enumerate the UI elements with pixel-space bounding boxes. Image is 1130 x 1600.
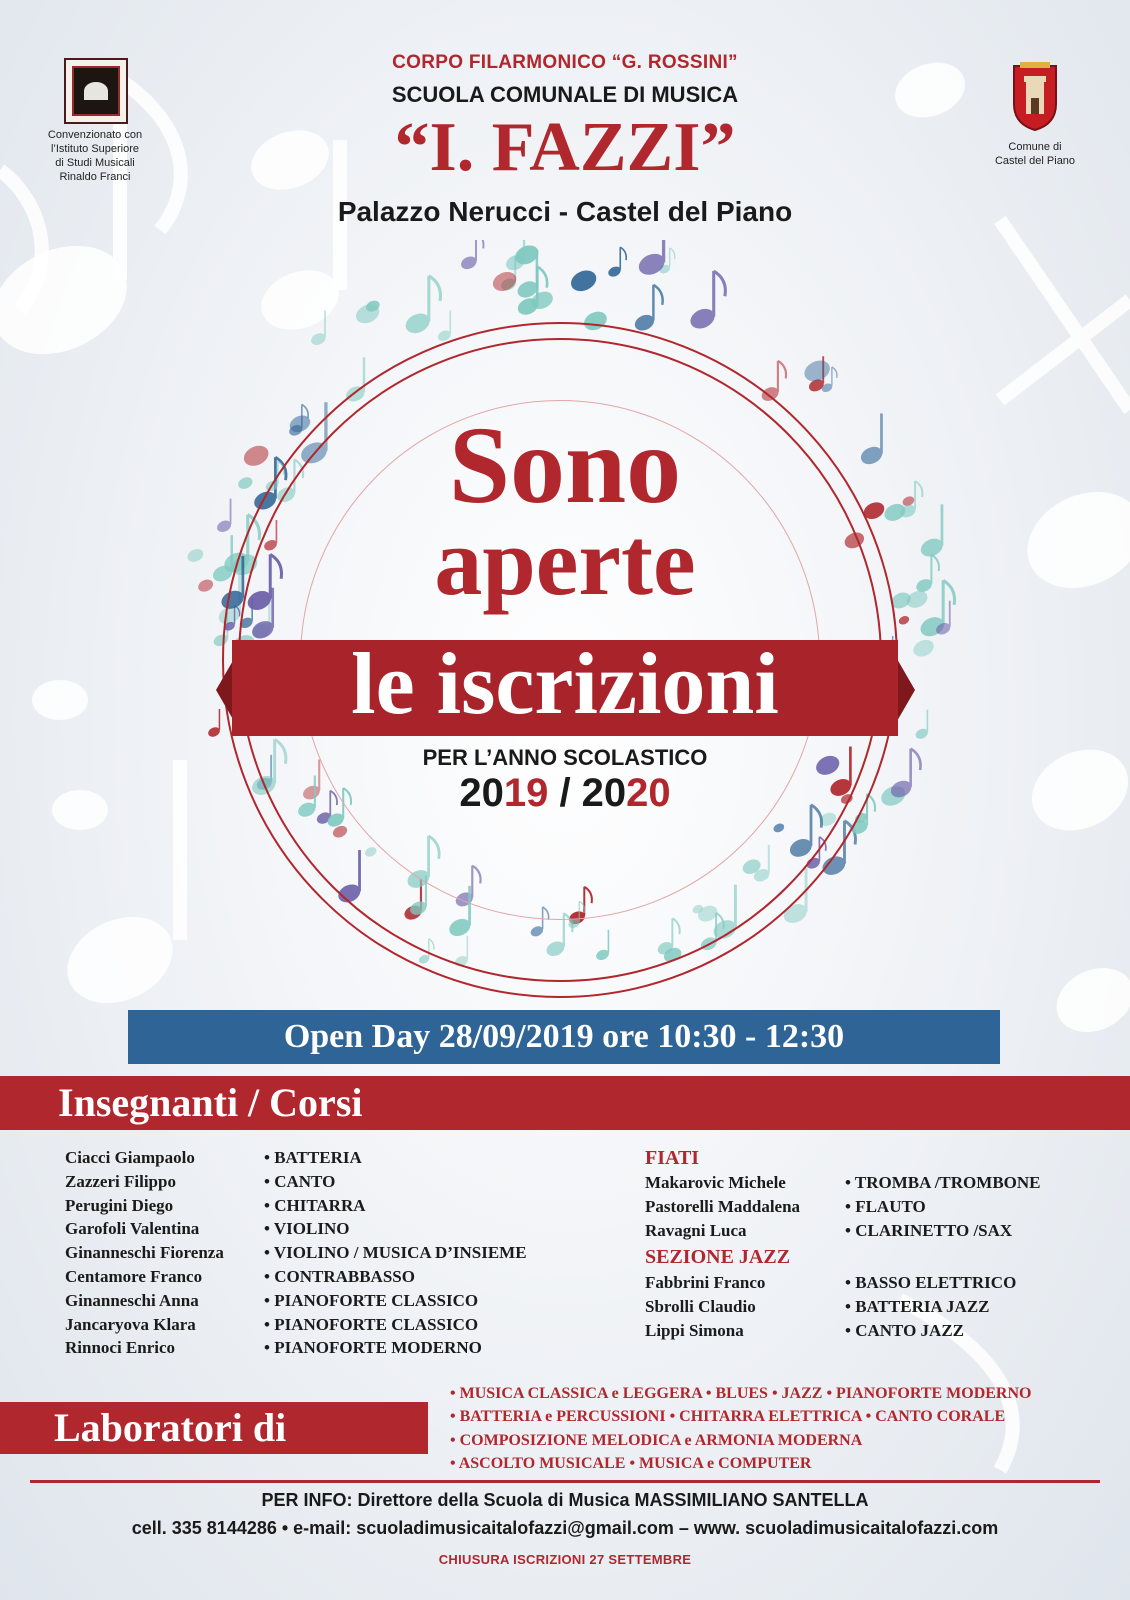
teacher-name: Sbrolli Claudio [645,1296,756,1316]
lab-line: • COMPOSIZIONE MELODICA e ARMONIA MODERNA [450,1431,863,1449]
ring-note-head [801,357,833,386]
ring-music-note [897,614,910,626]
headline-iscrizioni: le iscrizioni [351,636,779,733]
ring-note-head [897,614,910,626]
jazz-heading: SEZIONE JAZZ [645,1246,791,1268]
ring-note-flag [653,285,662,305]
ring-music-note [632,285,662,334]
lab-line: • MUSICA CLASSICA e LEGGERA • BLUES • JAZZ • PIANOFORTE MODERNO [450,1385,1032,1402]
orchestra-name: CORPO FILARMONICO “G. ROSSINI” [392,52,738,73]
teacher-name: Ciacci Giampaolo [65,1148,195,1167]
year-b-prefix: 20 [581,771,627,815]
course-name: • PIANOFORTE CLASSICO [264,1314,479,1334]
teachers-list [65,1146,224,1360]
footer-info-label: PER INFO: [261,1490,353,1510]
course-name: • CANTO [264,1171,336,1191]
school-year [0,770,1130,816]
teacher-name: Fabbrini Franco [645,1273,766,1292]
teachers-section-title: Insegnanti / Corsi [58,1080,363,1125]
ring-note-flag [537,267,547,288]
teacher-name: Ginanneschi Fiorenza [65,1243,224,1263]
teacher-name: Pastorelli Maddalena [645,1196,801,1216]
course-name: • CONTRABBASSO [264,1266,415,1286]
ring-note-flag [476,240,484,248]
labs-section-title: Laboratori di [54,1405,287,1450]
fiati-courses-list [845,1171,1041,1242]
year-b-suffix: 20 [626,771,671,815]
footer-closing-date: CHIUSURA ISCRIZIONI 27 SETTEMBRE [438,1552,692,1567]
course-name: • CANTO JAZZ [845,1320,964,1340]
course-name: • PIANOFORTE MODERNO [264,1338,482,1358]
course-name: • VIOLINO [264,1219,350,1239]
school-location: Palazzo Nerucci - Castel del Piano [337,196,793,227]
ring-note-flag [620,247,626,260]
teacher-name: Ravagni Luca [645,1220,747,1240]
headline-aperte: aperte [434,508,696,615]
course-name: • BATTERIA JAZZ [845,1296,990,1316]
bg-note-head [1046,956,1130,1044]
footer-info [0,1490,1130,1511]
teacher-name: Centamore Franco [65,1266,203,1286]
ring-note-flag [832,367,837,378]
ring-music-note [436,310,452,343]
year-a-suffix: 19 [503,771,549,815]
course-name: • CHITARRA [264,1195,366,1215]
course-name: • FLAUTO [845,1196,926,1216]
year-separator: / [548,771,582,815]
headline-sono: Sono [448,404,682,526]
fiati-teachers-list [645,1171,800,1242]
ring-music-note [568,267,600,296]
ring-music-note [309,311,327,348]
course-name: • BASSO ELETTRICO [845,1273,1017,1292]
right-logo-caption-line: Castel del Piano [994,155,1076,167]
ring-note-flag [778,361,786,379]
courses-list [264,1146,527,1360]
ring-music-note [459,240,484,272]
jazz-courses-list [845,1271,1016,1342]
left-logo-caption-line: l’Istituto Superiore [50,143,140,155]
jazz-teachers-list [645,1271,765,1342]
ring-note-head [568,267,600,296]
teacher-name: Garofoli Valentina [65,1219,200,1239]
teacher-name: Ginanneschi Anna [65,1290,199,1310]
right-logo-caption-line: Comune di [1008,141,1062,153]
left-logo-caption-line: Convenzionato con [47,129,143,141]
teacher-name: Makarovic Michele [645,1173,786,1192]
ring-note-flag [429,276,441,301]
footer-divider [30,1480,1100,1483]
fiati-heading: FIATI [645,1147,700,1169]
ring-music-note [914,710,929,741]
course-name: • PIANOFORTE CLASSICO [264,1290,479,1310]
school-name: “I. FAZZI” [394,109,736,186]
ring-music-note [607,247,627,278]
course-name: • TROMBA /TROMBONE [845,1173,1041,1192]
lab-line: • BATTERIA e PERCUSSIONI • CHITARRA ELETTRICA • CANTO CORALE [450,1408,1006,1426]
school-year-label: PER L’ANNO SCOLASTICO [422,745,708,770]
left-logo-caption-line: di Studi Musicali [55,157,135,169]
ring-music-note [801,357,833,386]
teacher-name: Zazzeri Filippo [65,1171,176,1191]
ring-music-note [687,271,725,332]
ring-note-flag [714,271,726,296]
left-logo-caption-line: Rinaldo Franci [59,171,131,183]
teacher-name: Jancaryova Klara [65,1314,196,1334]
lab-line: • ASCOLTO MUSICALE • MUSICA e COMPUTER [450,1454,812,1472]
course-name: • BATTERIA [264,1148,362,1167]
ring-note-flag [670,248,675,259]
school-type: SCUOLA COMUNALE DI MUSICA [391,82,739,107]
teacher-name: Rinnoci Enrico [65,1338,176,1358]
ring-music-note [402,276,440,337]
bg-note-head [32,680,88,720]
teacher-name: Perugini Diego [65,1195,174,1215]
footer-info-text: Direttore della Scuola di Musica MASSIMILIANO SANTELLA [352,1490,869,1510]
labs-list [450,1382,1031,1475]
open-day-banner: Open Day 28/09/2019 ore 10:30 - 12:30 [128,1010,1000,1064]
footer-contacts: cell. 335 8144286 • e-mail: scuoladimusicaitalofazzi@gmail.com – www. scuoladimusicaitalofazzi.com [131,1518,999,1538]
teacher-name: Lippi Simona [645,1320,744,1340]
course-name: • CLARINETTO /SAX [845,1220,1013,1240]
year-a-prefix: 20 [459,771,504,815]
course-name: • VIOLINO / MUSICA D’INSIEME [264,1243,527,1263]
